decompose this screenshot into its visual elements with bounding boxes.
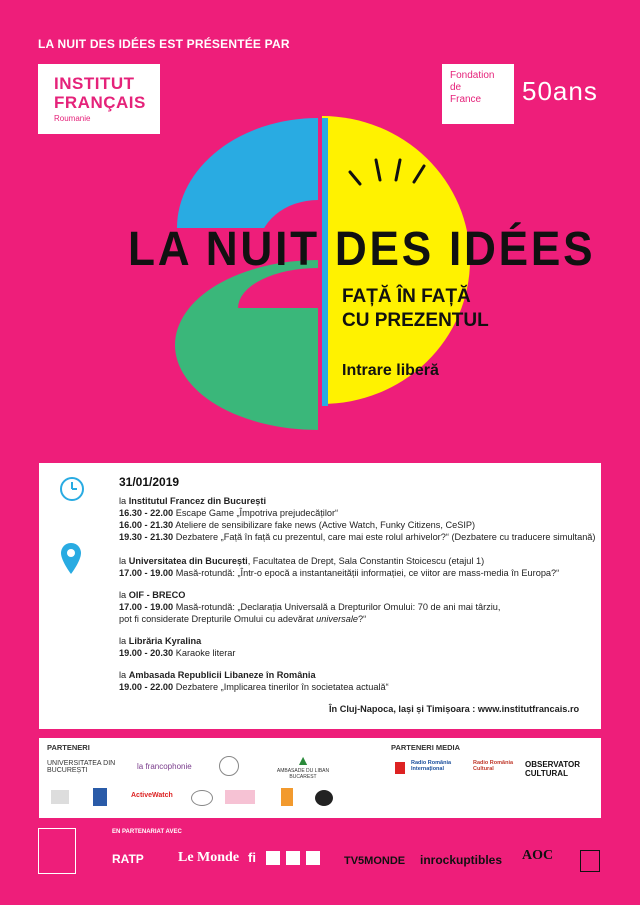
de-word: de [450,82,462,93]
rrc-logo: Radio România Cultural [473,760,514,772]
activity: Escape Game „Împotriva prejudecăților“ [173,508,339,518]
time: 17.00 - 19.00 [119,602,174,612]
venue5-block [119,669,389,693]
partners-panel [39,738,601,818]
venue4-prefix: la [119,636,129,646]
activity-cont: pot fi considerate Drepturile Omului cu adevărat [119,614,317,624]
bottom-logo-box3 [306,851,320,865]
venue2-name: Universitatea din București [128,556,248,566]
event-title: LA NUIT DES IDÉES [128,223,596,276]
partner-logo-6 [281,788,293,806]
time: 19.00 - 20.30 [119,648,174,658]
activity: Masă-rotundă: „Într-o epocă a instantaneității informației, ce viitor are mass-media în Europa?“ [173,568,560,578]
other-cities-line: În Cluj-Napoca, Iași și Timișoara : www.institutfrancais.ro [329,704,580,714]
activity: Dezbatere „Față în față cu prezentul, care mai este rolul arhivelor?“ (Dezbatere cu traducere simultană) [173,532,596,542]
observator-cultural-logo: OBSERVATOR CULTURAL [525,760,580,778]
activity: Ateliere de sensibilizare fake news (Active Watch, Funky Citizens, CeSIP) [173,520,476,530]
bottom-logo-last [580,850,600,872]
institut-logo-line1: INSTITUT [54,74,135,93]
activity-italic: universale [316,614,359,624]
partner-logo-7 [315,790,333,806]
partnership-label: EN PARTENARIAT AVEC [112,829,182,835]
subtitle-line1: FAȚĂ ÎN FAȚĂ [342,286,471,307]
time: 16.30 - 22.00 [119,508,174,518]
venue1-block [119,495,595,543]
time: 17.00 - 19.00 [119,568,174,578]
partner-logo-2 [93,788,107,806]
partner-logo-5 [225,790,255,804]
aoc-logo: AOC [522,848,554,863]
inrockuptibles-logo: inrockuptibles [420,853,503,867]
time: 16.00 - 21.30 [119,520,174,530]
activity: Karaoke literar [173,648,236,658]
venue1-name: Institutul Francez din București [128,496,267,506]
france-word: France [450,94,482,105]
fondation-word: Fondation [450,70,495,81]
program-panel [39,463,601,729]
activity: Dezbatere „Implicarea tinerilor în societatea actuală“ [173,682,389,692]
venue3-prefix: la [119,590,129,600]
venue3-block [119,589,500,625]
liban-label: AMBASADE DU LIBAN BUCAREST [276,768,330,780]
event-subtitle [342,285,489,333]
activity-end: ?“ [358,614,367,624]
presented-by-text: LA NUIT DES IDÉES EST PRÉSENTÉE PAR [38,37,290,51]
free-entry-label: Intrare liberă [342,362,439,379]
venue5-prefix: la [119,670,129,680]
venue2-prefix: la [119,556,129,566]
time: 19.30 - 21.30 [119,532,174,542]
event-date: 31/01/2019 [119,475,180,489]
bottom-logo-box2 [286,851,300,865]
ratp-logo: RATP [112,852,144,866]
venue2-suffix: , Facultatea de Drept, Sala Constantin Stoicescu (etajul 1) [247,556,485,566]
institut-logo-line2: FRANÇAIS [54,93,146,112]
tv5monde-logo: TV5MONDE [344,855,406,867]
time: 19.00 - 22.00 [119,682,174,692]
partner-logo-activewatch: ActiveWatch [131,792,173,799]
activity: Masă-rotundă: „Declarația Universală a Drepturilor Omului: 70 de ani mai târziu, [173,602,501,612]
subtitle-line2: CU PREZENTUL [342,310,489,331]
venue2-block [119,555,559,579]
location-pin-icon [59,541,83,577]
france-inter-logo: fi [248,850,256,865]
rfi-logo [395,762,405,774]
ministry-logo [38,828,76,874]
partner-logo-4 [191,790,213,806]
partner-logo-seal [219,756,239,776]
bottom-logo-box1 [266,851,280,865]
partner-logo-francophonie: la francophonie [137,762,192,771]
cedar-icon: ▲ [296,752,310,768]
media-partners-label: PARTENERI MEDIA [391,743,461,752]
partner-logo-1 [51,790,69,804]
partner-logo-liban [263,752,343,780]
rri-logo: Radio România Internațional [411,760,452,772]
venue4-name: Librăria Kyralina [128,636,202,646]
le-monde-logo: Le Monde [178,850,240,865]
institut-logo-line3: Roumanie [54,114,91,123]
venue3-name: OIF - BRECO [128,590,186,600]
fifty-years-logo: 50ans [522,76,598,106]
venue4-block [119,635,235,659]
clock-icon [57,473,89,505]
venue1-prefix: la [119,496,129,506]
partners-label: PARTENERI [47,743,90,752]
venue5-name: Ambasada Republicii Libaneze în România [128,670,316,680]
partner-logo-unibuc: UNIVERSITATEA DIN BUCUREȘTI [47,760,116,774]
